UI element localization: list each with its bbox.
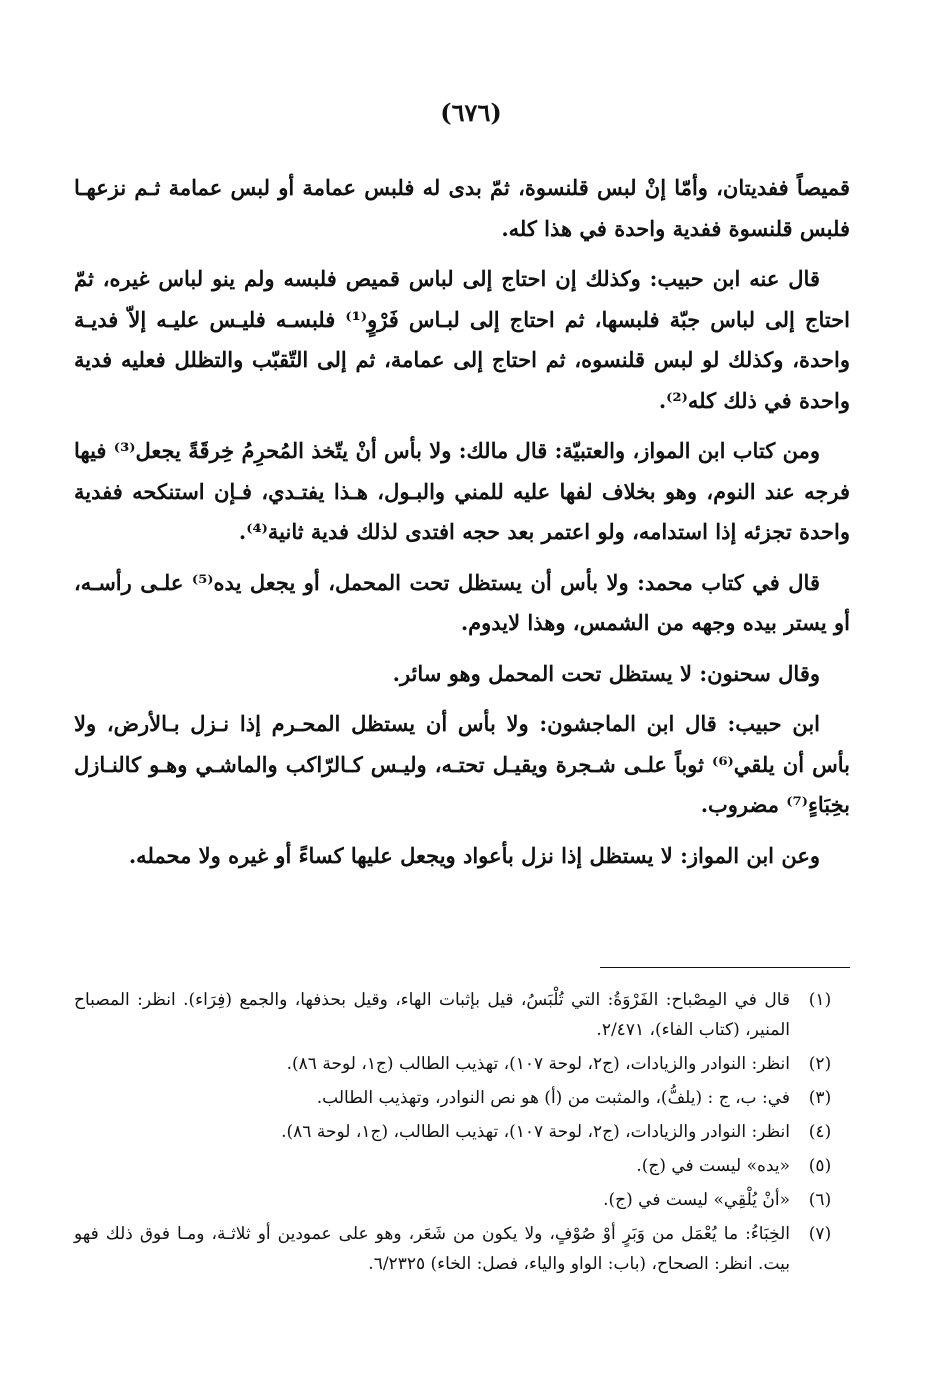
paragraph: وقال سحنون: لا يستظل تحت المحمل وهو سائر. bbox=[392, 660, 820, 686]
footnote-separator bbox=[600, 967, 850, 968]
footnote-text: «أنْ يُلْقِي» ليست في (ج). bbox=[603, 1190, 790, 1210]
footnote bbox=[74, 1151, 850, 1181]
footnote-number: (٦) bbox=[808, 1190, 832, 1210]
footnote bbox=[74, 1083, 850, 1113]
main-text bbox=[74, 168, 850, 886]
footnote bbox=[74, 1219, 850, 1279]
footnote bbox=[74, 985, 850, 1045]
page-number: (٦٧٦) bbox=[440, 98, 502, 127]
footnote-number: (٥) bbox=[808, 1156, 832, 1176]
footnote-text: انظر: النوادر والزيادات، (ج٢، لوحة ١٠٧)، تهذيب الطالب، (ج١، لوحة ٨٦). bbox=[281, 1122, 790, 1142]
footnote-number: (٢) bbox=[808, 1054, 832, 1074]
footnote-number: (٧) bbox=[808, 1224, 832, 1244]
paragraph: وعن ابن المواز: لا يستظل إذا نزل بأعواد ويجعل عليها كساءً أو غيره ولا محمله. bbox=[128, 842, 820, 868]
footnotes bbox=[74, 985, 850, 1283]
footnote-text: قال في المِصْباح: الفَرْوَةُ: التي تُلْبَسُ، قيل بإثبات الهاء، وقيل بحذفها، والجمع (فِرَاء). انظر: المصباح المنير، (كتاب الفاء)، ٢/٤٧١. bbox=[74, 990, 790, 1040]
footnote bbox=[74, 1117, 850, 1147]
footnote bbox=[74, 1185, 850, 1215]
paragraph: قميصاً ففديتان، وأمّا إنْ لبس قلنسوة، ثمّ بدى له فلبس عمامة أو لبس عمامة ثـم نزعهـا فلبس قلنسوة ففدية واحدة في هذا كله. bbox=[74, 175, 850, 241]
footnote-number: (٣) bbox=[808, 1088, 832, 1108]
footnote-text: انظر: النوادر والزيادات، (ج٢، لوحة ١٠٧)، تهذيب الطالب (ج١، لوحة ٨٦). bbox=[286, 1054, 790, 1074]
footnote-text: الخِبَاءُ: ما يُعْمَل من وَبَرٍ أوْ صُوْفٍ، ولا يكون من شَعَر، وهو على عمودين أو ثلاثـة، ومـا فوق ذلك فهو بيت. انظر: الصحاح، (باب: الواو والياء، فصل: الخاء) ٦/٢٣٢٥. bbox=[74, 1224, 790, 1274]
paragraph: ابن حبيب: قال ابن الماجشون: ولا بأس أن يستظل المحـرم إذا نـزل بـالأرض، ولا بأس أن يلقي⁽⁶⁾ ثوباً علـى شـجرة ويقيـل تحتـه، وليـس كـالرّاكب والماشـي وهـو كالنـازل بخِبَاءٍ⁽⁷⁾ مضروب. bbox=[74, 711, 851, 817]
footnote-text: في: ب، ج : (يلفُّ)، والمثبت من (أ) هو نص النوادر، وتهذيب الطالب. bbox=[316, 1088, 790, 1108]
paragraph: قال عنه ابن حبيب: وكذلك إن احتاج إلى لباس قميص فلبسه ولم ينو لباس غيره، ثمّ احتاج إلى لباس جبّة فلبسها، ثم احتاج إلى لبـاس فَرْوٍ⁽¹⁾ فلبسـه فليـس عليـه إلاّ فديـة واحدة، وكذلك لو لبس قلنسوه، ثم احتاج إلى عمامة، ثم إلى التّقبّب والتظلل فعليه فدية واحدة في ذلك كله⁽²⁾. bbox=[74, 266, 850, 413]
footnote-number: (١) bbox=[808, 990, 832, 1010]
footnote bbox=[74, 1049, 850, 1079]
footnote-number: (٤) bbox=[808, 1122, 832, 1142]
paragraph: قال في كتاب محمد: ولا بأس أن يستظل تحت المحمل، أو يجعل يده⁽⁵⁾ علـى رأسـه، أو يستر بيده وجهه من الشمس، وهذا لايدوم. bbox=[74, 569, 850, 635]
paragraph: ومن كتاب ابن المواز، والعتبيّة: قال مالك: ولا بأس أنْ يتّخذ المُحرِمُ خِرقَةً يجعل⁽³⁾ فيها فرجه عند النوم، وهو بخلاف لفها عليه للمني والبـول، هـذا يفتـدي، فـإن استنكحه ففدية واحدة تجزئه إذا استدامه، ولو اعتمر بعد حجه افتدى لذلك فدية ثانية⁽⁴⁾. bbox=[74, 438, 850, 544]
footnote-text: «يده» ليست في (ج). bbox=[636, 1156, 790, 1176]
